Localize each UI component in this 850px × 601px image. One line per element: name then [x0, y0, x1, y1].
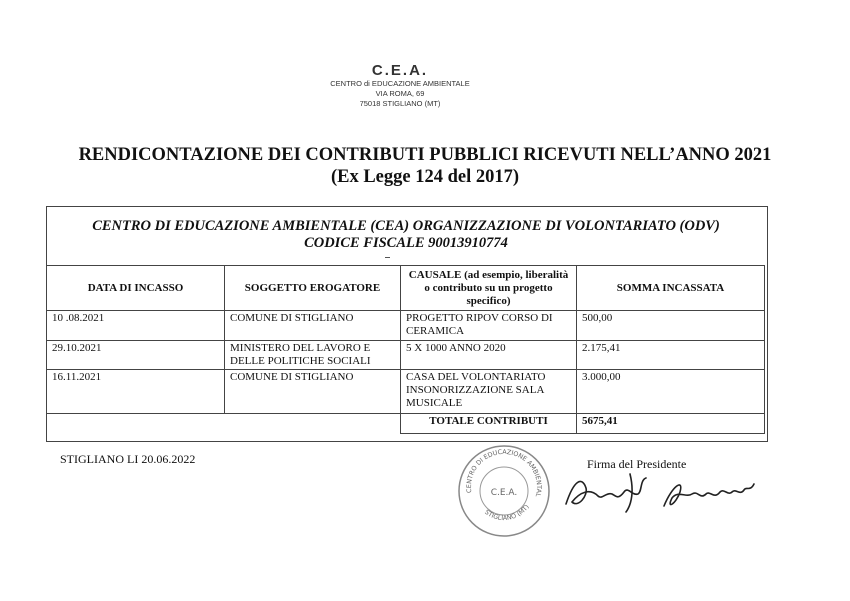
cell-reason: CASA DEL VOLONTARIATO INSONORIZZAZIONE SALA MUSICALE — [401, 370, 577, 414]
letterhead-line-3: 75018 STIGLIANO (MT) — [359, 99, 441, 108]
total-value: 5675,41 — [577, 414, 765, 434]
cell-source: COMUNE DI STIGLIANO — [225, 370, 401, 414]
cell-source: COMUNE DI STIGLIANO — [225, 311, 401, 341]
column-header-amount: SOMMA INCASSATA — [577, 266, 765, 311]
svg-text:STIGLIANO (MT) — [483, 503, 531, 522]
table-header-row — [47, 266, 765, 311]
cell-source: MINISTERO DEL LAVORO E DELLE POLITICHE SOCIALI — [225, 341, 401, 370]
cell-amount: 3.000,00 — [577, 370, 765, 414]
column-header-source: SOGGETTO EROGATORE — [225, 266, 401, 311]
total-label: TOTALE CONTRIBUTI — [401, 414, 577, 434]
place-and-date: STIGLIANO LI 20.06.2022 — [60, 452, 196, 466]
blank-cell — [47, 414, 225, 434]
table-row — [47, 370, 765, 414]
org-logo-text: C.E.A. — [371, 62, 429, 79]
column-header-reason: CAUSALE (ad esempio, liberalità o contributo su un progetto specifico) — [401, 266, 577, 311]
signature-label: Firma del Presidente — [587, 457, 687, 471]
cell-date: 10 .08.2021 — [47, 311, 225, 341]
cell-date: 29.10.2021 — [47, 341, 225, 370]
stamp-ring-text: CENTRO DI EDUCAZIONE AMBIENTAL — [464, 447, 544, 498]
letterhead-line-2: VIA ROMA, 69 — [375, 89, 425, 98]
organization-name: CENTRO DI EDUCAZIONE AMBIENTALE (CEA) ORGANIZZAZIONE DI VOLONTARIATO (ODV) — [92, 218, 720, 234]
cell-reason: 5 X 1000 ANNO 2020 — [401, 341, 577, 370]
cell-date: 16.11.2021 — [47, 370, 225, 414]
divider-mark — [385, 257, 390, 258]
stamp-center-text: C.E.A. — [490, 488, 518, 498]
cell-amount: 500,00 — [577, 311, 765, 341]
fiscal-code: CODICE FISCALE 90013910774 — [304, 235, 508, 251]
table-row — [47, 341, 765, 370]
total-row — [47, 414, 765, 434]
letterhead — [300, 62, 500, 109]
stamp-bottom-text: STIGLIANO (MT) — [483, 502, 531, 523]
title-line-2: (Ex Legge 124 del 2017) — [330, 167, 520, 187]
letterhead-line-1: CENTRO di EDUCAZIONE AMBIENTALE — [330, 79, 470, 88]
column-header-date: DATA DI INCASSO — [47, 266, 225, 311]
handwritten-signature — [560, 470, 760, 523]
contributions-table — [46, 265, 765, 434]
cell-reason: PROGETTO RIPOV CORSO DI CERAMICA — [401, 311, 577, 341]
title-line-1: RENDICONTAZIONE DEI CONTRIBUTI PUBBLICI RICEVUTI NELL’ANNO 2021 — [78, 145, 772, 165]
cell-amount: 2.175,41 — [577, 341, 765, 370]
document-title — [0, 144, 850, 188]
table-row — [47, 311, 765, 341]
official-stamp — [456, 443, 552, 544]
organization-heading — [46, 218, 766, 252]
signature-graphic — [560, 470, 760, 518]
blank-cell — [225, 414, 401, 434]
stamp-seal-graphic — [456, 443, 552, 539]
